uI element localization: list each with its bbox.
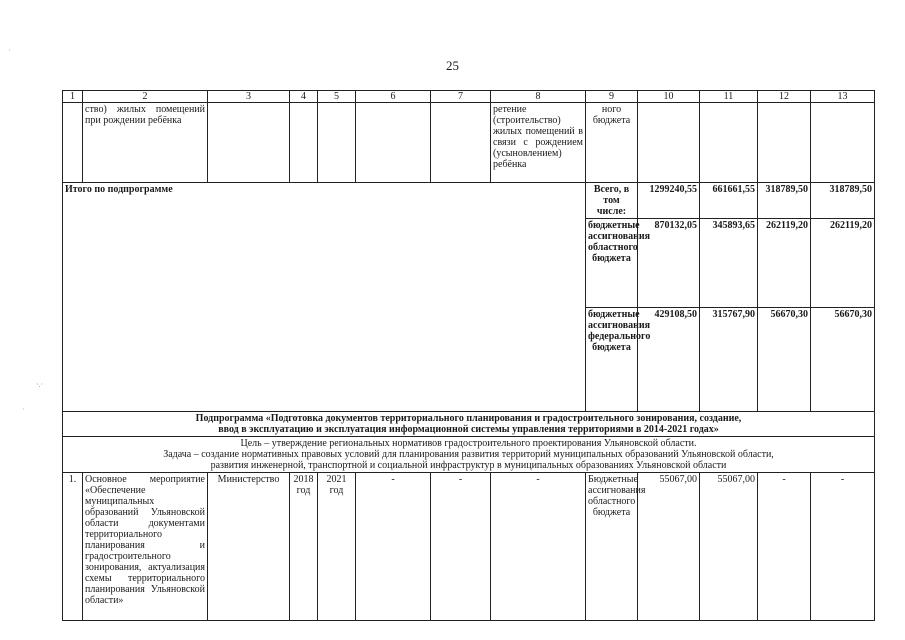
total-source: Всего, в том числе:	[586, 183, 638, 219]
col-header: 13	[811, 91, 875, 103]
continued-row	[63, 103, 875, 183]
subprogram-title-row	[63, 412, 875, 437]
total-source: бюджетные ассигнования областного бюджета	[586, 219, 638, 308]
event-value: -	[811, 473, 875, 621]
total-value: 1299240,55	[638, 183, 700, 219]
cell	[63, 103, 83, 183]
col-header: 8	[491, 91, 586, 103]
col-header: 7	[431, 91, 491, 103]
col-header: 1	[63, 91, 83, 103]
col-header: 6	[356, 91, 431, 103]
event-col8: -	[491, 473, 586, 621]
col-header: 11	[700, 91, 758, 103]
cell	[638, 103, 700, 183]
subprogram-task: Задача – создание нормативных правовых условий для планирования развития территорий муниципальных образований Ульяновской области,	[163, 449, 774, 460]
cell	[431, 103, 491, 183]
total-value: 262119,20	[811, 219, 875, 308]
subprogram-title-line: Подпрограмма «Подготовка документов территориального планирования и градостроительного зонирования, создание,	[195, 413, 742, 424]
cell	[208, 103, 290, 183]
total-value: 870132,05	[638, 219, 700, 308]
scan-mark: ·.·	[36, 380, 44, 389]
col-header: 9	[586, 91, 638, 103]
total-label: Итого по подпрограмме	[63, 183, 586, 412]
col-header: 12	[758, 91, 811, 103]
continued-event-name: ство) жилых помещений при рождении ребёнка	[83, 103, 208, 183]
event-col7: -	[431, 473, 491, 621]
col-header: 5	[318, 91, 356, 103]
event-year-end: 2021 год	[318, 473, 356, 621]
col-header: 10	[638, 91, 700, 103]
event-value: 55067,00	[638, 473, 700, 621]
col-header: 2	[83, 91, 208, 103]
event-value: 55067,00	[700, 473, 758, 621]
cell	[811, 103, 875, 183]
page-number: 25	[446, 58, 459, 73]
col-header: 3	[208, 91, 290, 103]
goal-task-row	[63, 437, 875, 473]
subprogram-task: развития инженерной, транспортной и социальной инфраструктур в муниципальных образованиях Ульяновской области	[210, 460, 727, 471]
event-row	[63, 473, 875, 621]
subprogram-title	[63, 412, 875, 437]
cell	[318, 103, 356, 183]
event-executor: Министерство	[208, 473, 290, 621]
cell	[290, 103, 318, 183]
continued-result: ретение (строительство) жилых помещений в связи с рождением (усыновлением) ребёнка	[491, 103, 586, 183]
total-row-all	[63, 183, 875, 219]
total-value: 56670,30	[758, 308, 811, 412]
total-value: 318789,50	[811, 183, 875, 219]
event-source: Бюджетные ассигнования областного бюджета	[586, 473, 638, 621]
total-value: 318789,50	[758, 183, 811, 219]
event-col6: -	[356, 473, 431, 621]
total-value: 345893,65	[700, 219, 758, 308]
total-value: 262119,20	[758, 219, 811, 308]
cell	[356, 103, 431, 183]
total-value: 56670,30	[811, 308, 875, 412]
scan-mark: ·	[22, 405, 25, 414]
cell	[700, 103, 758, 183]
total-value: 429108,50	[638, 308, 700, 412]
col-header: 4	[290, 91, 318, 103]
subprogram-goal: Цель – утверждение региональных нормативов градостроительного проектирования Ульяновской области.	[240, 438, 697, 449]
program-table	[62, 90, 875, 621]
total-source: бюджетные ассигнования федерального бюджета	[586, 308, 638, 412]
column-numbers-row	[63, 91, 875, 103]
event-number: 1.	[63, 473, 83, 621]
scan-mark: ·	[8, 46, 11, 55]
event-name: Основное мероприятие «Обеспечение муниципальных образований Ульяновской области документами территориального планирования и градостроительного зонирования, актуализация схемы территориального планирования Ульяновской области»	[83, 473, 208, 621]
cell	[758, 103, 811, 183]
goal-task	[63, 437, 875, 473]
total-value: 315767,90	[700, 308, 758, 412]
event-year-start: 2018 год	[290, 473, 318, 621]
subprogram-title-line: ввод в эксплуатацию и эксплуатация информационной системы управления территориями в 2014-2021 годах»	[218, 424, 719, 435]
total-value: 661661,55	[700, 183, 758, 219]
continued-source: ного бюджета	[586, 103, 638, 183]
event-value: -	[758, 473, 811, 621]
